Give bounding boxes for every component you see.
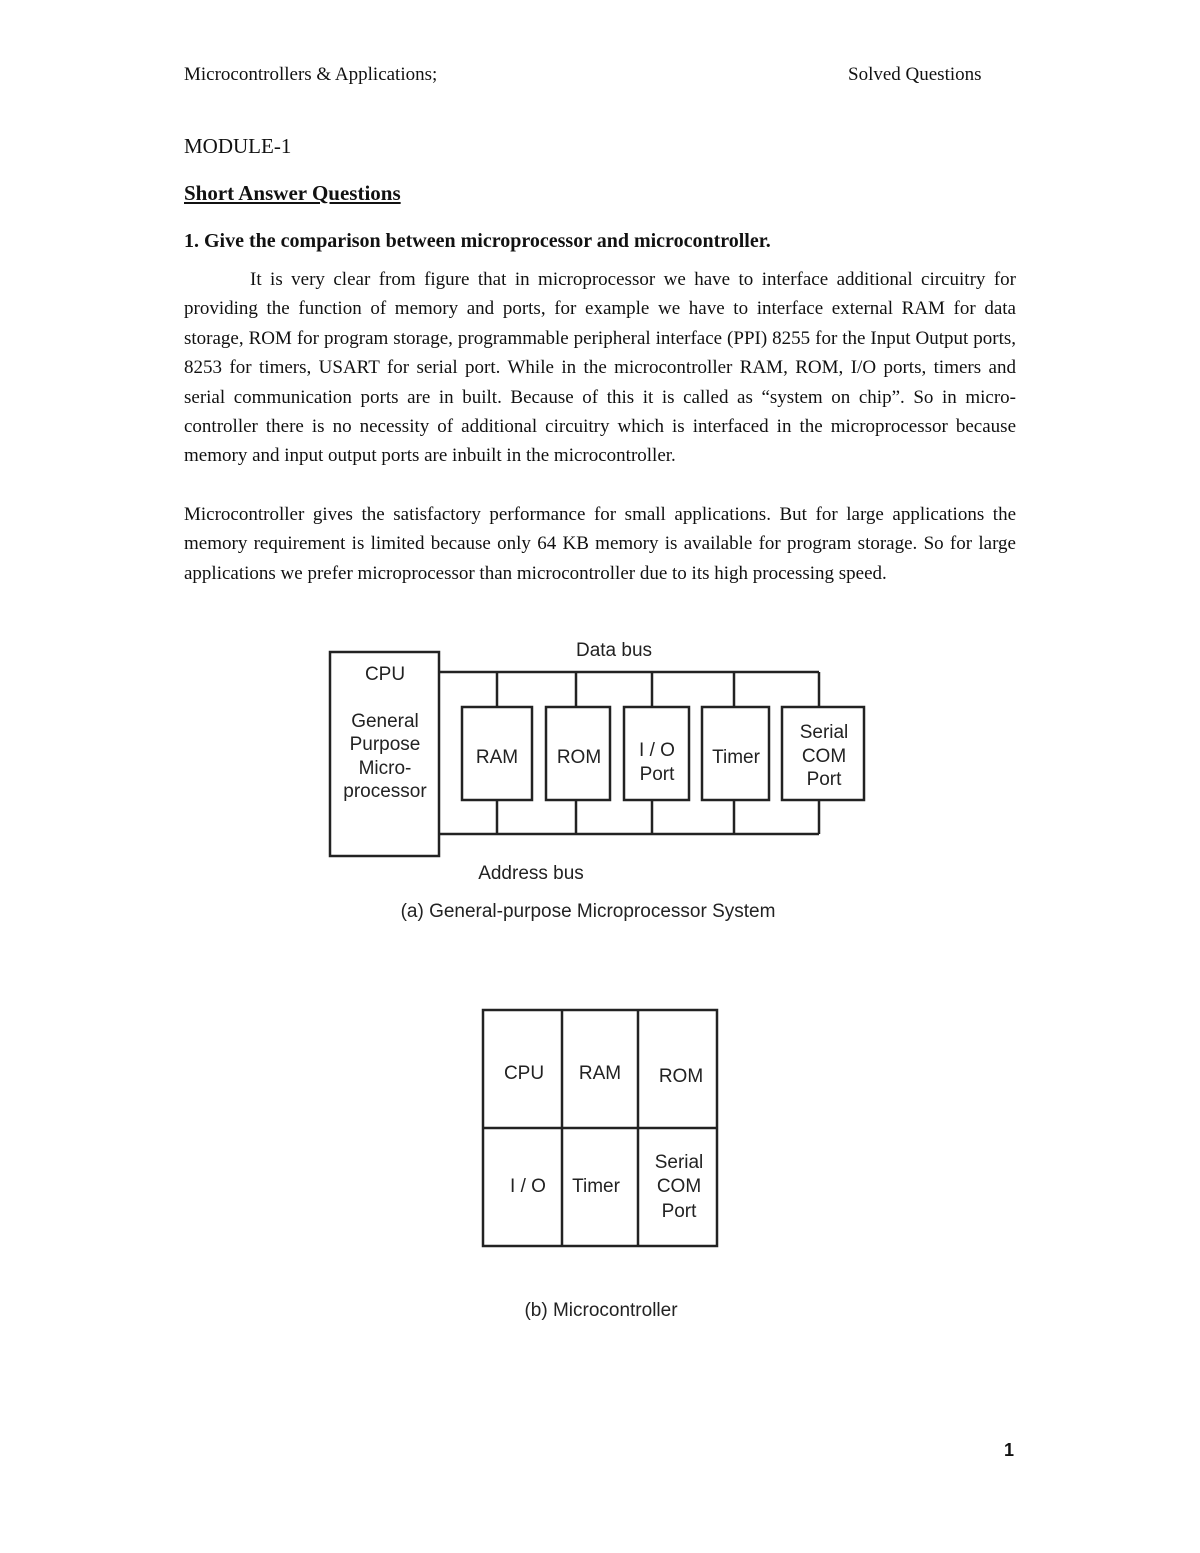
io-label-line-1: I / O (639, 740, 675, 761)
mc-timer-label: Timer (572, 1176, 620, 1197)
cpu-desc-line-3: Micro- (358, 758, 412, 779)
header-left: Microcontrollers & Applications; (184, 64, 438, 85)
answer-paragraph-2: Microcontroller gives the satisfactory performance for small applications. But for large applications the memory requirement is limited because only 64 KB memory is available for program storage. So for large applications we prefer microprocessor than microcontroller due to its high processing speed. (184, 504, 1016, 584)
mc-io-label: I / O (510, 1176, 546, 1197)
cpu-desc-line-2: Purpose (349, 734, 421, 755)
cpu-title-label: CPU (364, 664, 406, 685)
section-title: Short Answer Questions (184, 181, 401, 205)
mc-serial-line-2: COM (656, 1176, 702, 1197)
address-bus-label: Address bus (478, 863, 584, 884)
module-title: MODULE-1 (184, 134, 292, 158)
rom-box (546, 707, 610, 800)
mc-rom-label: ROM (658, 1066, 704, 1087)
cpu-box (330, 652, 439, 856)
mc-serial-line-1: Serial (654, 1152, 704, 1173)
microcontroller-outline (483, 1010, 717, 1246)
page-number: 1 (1004, 1440, 1015, 1460)
ram-box (462, 707, 532, 800)
serial-label-line-1: Serial (799, 722, 849, 743)
figure-b-caption: (b) Microcontroller (524, 1300, 678, 1321)
question-heading: 1. Give the comparison between microprocessor and microcontroller. (184, 230, 771, 252)
cpu-desc-line-1: General (351, 711, 419, 732)
figure-b-microcontroller (483, 1010, 717, 1246)
timer-box (702, 707, 769, 800)
figure-a-caption: (a) General-purpose Microprocessor System (400, 901, 776, 922)
serial-com-port-box (782, 707, 864, 800)
header-right: Solved Questions (848, 64, 982, 85)
figure-a-microprocessor-system (330, 652, 864, 856)
data-bus-label: Data bus (575, 640, 653, 661)
mc-cpu-label: CPU (503, 1063, 545, 1084)
io-port-box (624, 707, 689, 800)
serial-label-line-3: Port (806, 769, 842, 790)
ram-label: RAM (475, 747, 519, 768)
mc-serial-line-3: Port (661, 1201, 697, 1222)
io-label-line-2: Port (639, 764, 675, 785)
serial-label-line-2: COM (801, 746, 847, 767)
timer-label: Timer (712, 747, 760, 768)
mc-ram-label: RAM (578, 1063, 622, 1084)
rom-label: ROM (556, 747, 602, 768)
cpu-desc-line-4: processor (343, 781, 427, 802)
answer-paragraph-1: It is very clear from figure that in microprocessor we have to interface additional circuitry for providing the function of memory and ports, for example we have to interface external RAM for data storage, ROM for program storage, programmable peripheral interface (PPI) 8255 for the Input Output ports, 8253 for timers, USART for serial port. While in the microcontroller RAM, ROM, I/O ports, timers and serial communication ports are in built. Because of this it is called as “system on chip”. So in micro-controller there is no necessity of additional circuitry which is interfaced in the microprocessor because memory and input output ports are inbuilt in the microcontroller. (184, 269, 1016, 467)
